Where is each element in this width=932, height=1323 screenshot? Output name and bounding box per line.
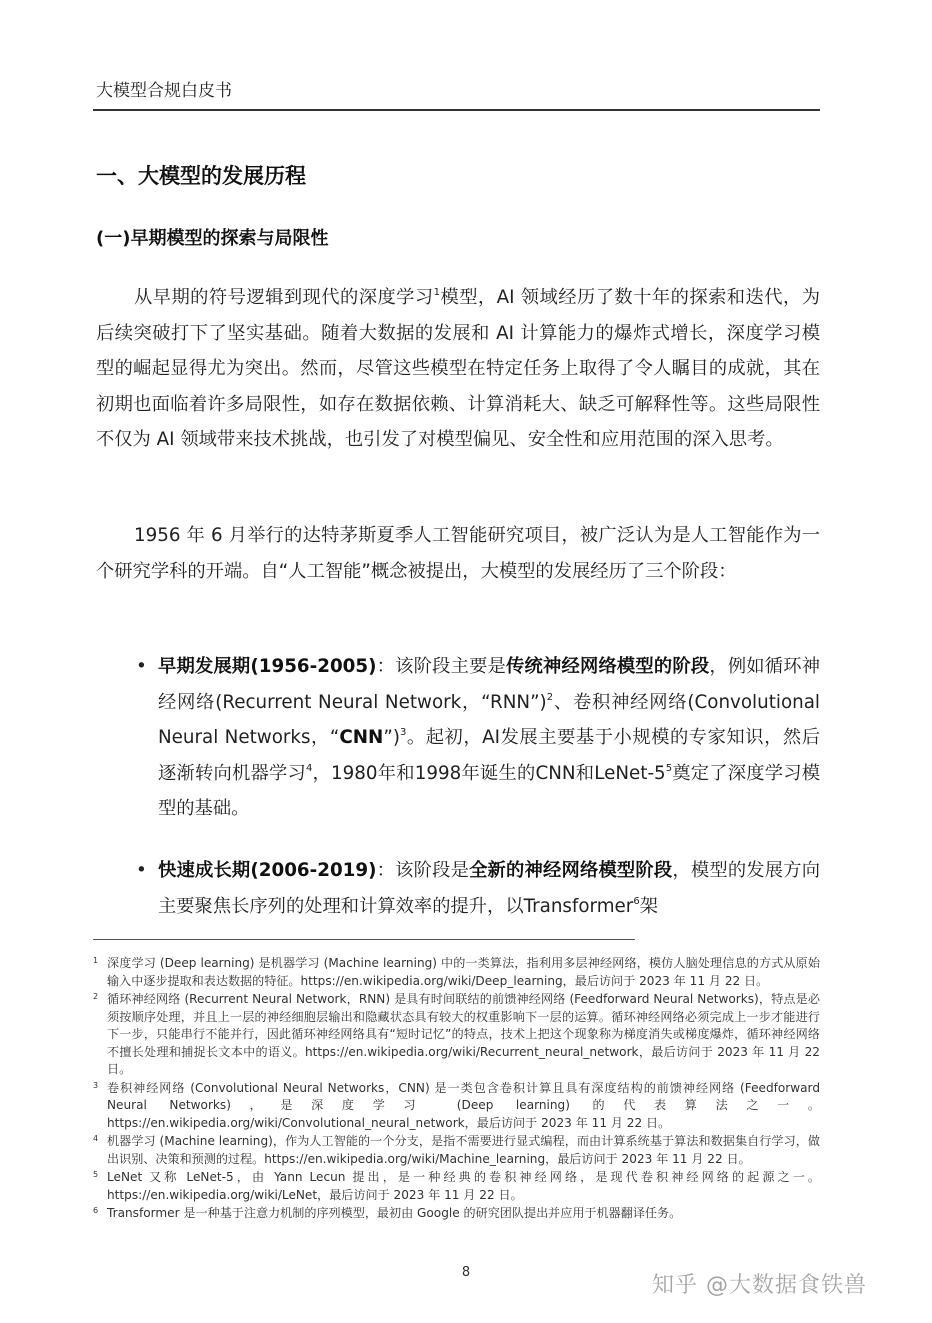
footnote-divider bbox=[93, 939, 635, 940]
running-header: 大模型合规白皮书 bbox=[96, 81, 232, 101]
footnote-ref-5[interactable]: 5 bbox=[665, 762, 673, 774]
body-paragraph-1: 从早期的符号逻辑到现代的深度学习$^1$模型，AI 领域经历了数十年的探索和迭代，为后续突破打下了坚实基础。随着大数据的发展和 AI 计算能力的爆炸式增长，深度学习模型的崛起显得尤为突出。然而，尽管这些模型在特定任务上取得了令人瞩目的成就，其在初期也面临着许多局限性，如存在数据依赖、计算消耗大、缺乏可解释性等。这些局限性不仅为 AI 领域带来技术挑战，也引发了对模型偏见、安全性和应用范围的深入思考。 bbox=[96, 286, 820, 451]
bullet-dot-icon: • bbox=[136, 860, 147, 881]
footnote-6: 6 Transformer 是一种基于注意力机制的序列模型，最初由 Google 的研究团队提出并应用于机器翻译任务。 bbox=[93, 1206, 682, 1220]
section-heading: 一、大模型的发展历程 bbox=[96, 164, 306, 188]
page-number: 8 bbox=[461, 1265, 471, 1280]
footnote-ref-3[interactable]: 3 bbox=[399, 727, 407, 739]
footnote-1: 1 深度学习 (Deep learning) 是机器学习 (Machine learning) 中的一类算法，指利用多层神经网络，模仿人脑处理信息的方式从原始输入中逐步提取和表达数据的特征。https://en.wikipedia.org/wiki/Deep_learning，最后访问于 2023 年 11 月 22 日。 bbox=[93, 956, 820, 988]
stage-bullet-early: • 早期发展期(1956-2005)：该阶段主要是传统神经网络模型的阶段，例如循环神经网络(Recurrent Neural Network，“RNN”)$^2$、卷积神经网络(Convolutional Neural Networks，“CNN”)$^3$。起初，AI发展主要基于小规模的专家知识，然后逐渐转向机器学习$^4$，1980年和1998年诞生的CNN和LeNet-$5^5$奠定了深度学习模型的基础。 bbox=[158, 649, 820, 827]
zhihu-watermark: 知乎 @大数据食铁兽 bbox=[652, 1273, 867, 1298]
subsection-heading: (一)早期模型的探索与局限性 bbox=[96, 228, 329, 249]
header-divider bbox=[93, 109, 820, 111]
body-paragraph-2: 1956 年 6 月举行的达特茅斯夏季人工智能研究项目，被广泛认为是人工智能作为一个研究学科的开端。自“人工智能”概念被提出，大模型的发展经历了三个阶段： bbox=[96, 525, 820, 582]
footnote-3: 3 卷积神经网络 (Convolutional Neural Networks，CNN) 是一类包含卷积计算且具有深度结构的前馈神经网络 (Feedforward Neural Networks)，是深度学习 (Deep learning) 的代表算法之一。https://en.wikipedia.org/wiki/Convolutional_neural_network，最后访问于 2023 年 11 月 22 日。 bbox=[93, 1080, 820, 1130]
footnote-ref-6[interactable]: 6 bbox=[633, 895, 640, 907]
footnote-4: 4 机器学习 (Machine learning)，作为人工智能的一个分支，是指不需要进行显式编程，而由计算系统基于算法和数据集自行学习，做出识别、决策和预测的过程。https://en.wikipedia.org/wiki/Machine_learning，最后访问于 2023 年 11 月 22 日。 bbox=[93, 1134, 820, 1166]
footnote-ref-2[interactable]: 2 bbox=[546, 691, 554, 703]
footnote-ref-1[interactable]: 1 bbox=[433, 286, 441, 298]
footnote-ref-4[interactable]: 4 bbox=[305, 762, 313, 774]
bullet-dot-icon: • bbox=[136, 656, 147, 677]
footnotes-list bbox=[93, 955, 820, 1224]
footnote-2: 2 循环神经网络 (Recurrent Neural Network，RNN) 是具有时间联结的前馈神经网络 (Feedforward Neural Networks)，特点是必须按顺序处理，并且上一层的神经细胞层输出和隐藏状态具有较大的权重影响下一层的运算。循环神经网络必须完成上一步才能进行下一步，只能串行不能并行，因此循环神经网络具有“短时记忆”的特点，技术上把这个现象称为梯度消失或梯度爆炸，循环神经网络不擅长处理和捕捉长文本中的语义。https://en.wikipedia.org/wiki/Recurrent_neural_network，最后访问于 2023 年 11 月 22 日。 bbox=[93, 992, 820, 1076]
footnote-5: 5 LeNet 又称 LeNet-5，由 Yann Lecun 提出，是一种经典的卷积神经网络，是现代卷积神经网络的起源之一。https://en.wikipedia.org/wiki/LeNet，最后访问于 2023 年 11 月 22 日。 bbox=[93, 1170, 820, 1202]
stage-bullet-growth: • 快速成长期(2006-2019)：该阶段是全新的神经网络模型阶段，模型的发展方向主要聚焦长序列的处理和计算效率的提升，以Transformer$^6$架 bbox=[158, 853, 820, 924]
